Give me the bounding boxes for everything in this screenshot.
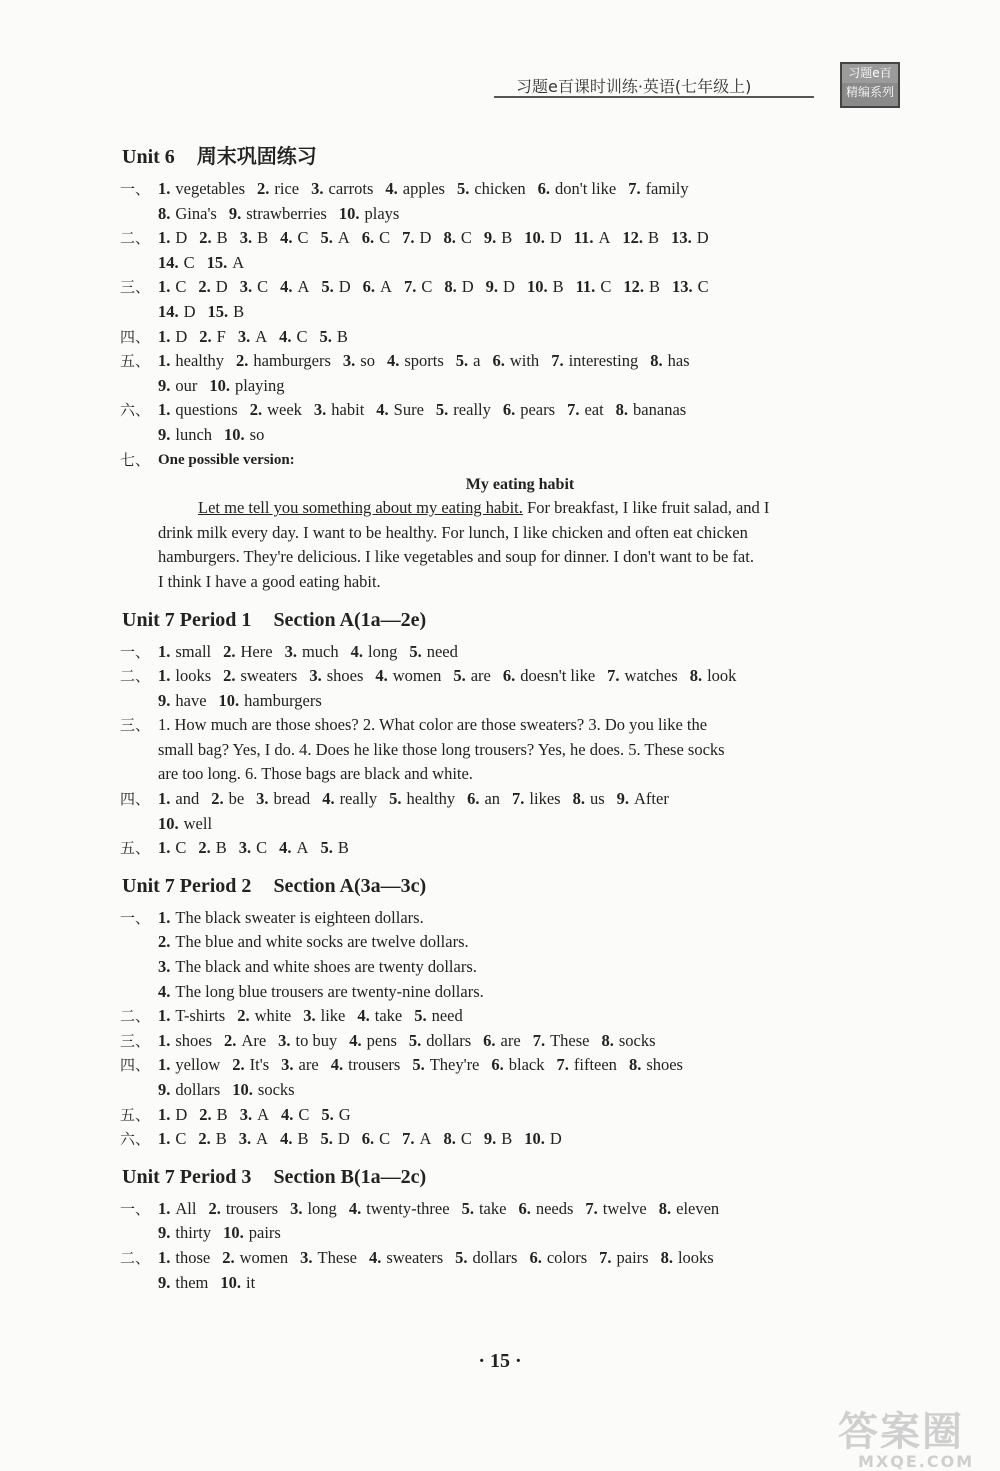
answer-item: 1. questions — [158, 400, 238, 420]
answer-item: 6. with — [492, 351, 540, 371]
unit7-period1-block: Unit 7 Period 1 Section A(1a—2e) 一、 1. small 2. Here 3. much 4. long 5. need 二、 1. looks 2. sweaters 3. shoes 4. women 5. are 6. doesn't like 7. watches 8. look 9. have 10. hamburgers 三、 1. How much are those shoes? 2. What color are those sweaters? 3. Do you like the small bag? Yes, I do. 4. Does he like those long trousers? Yes, he does. 5. These socks are too long. 6. Those bags are black and white. 四、 1. and 2. be 3. bread 4. really 5. healthy 6. an 7. likes 8. us 9. After 10. well 五、 1. C 2. B 3. C 4. A 5. B — [120, 609, 920, 861]
answer-item: 6. don't like — [537, 179, 617, 198]
answer-item: 4. long — [350, 641, 398, 661]
answer-item: 6. C — [361, 1129, 391, 1149]
answer-item: 6. an — [467, 789, 501, 809]
unit6-s5-section — [120, 349, 920, 398]
section-label: 二、 — [120, 1007, 151, 1026]
answer-row — [120, 398, 920, 423]
answer-item: 6. black — [491, 1055, 545, 1075]
answer-item: 8. eleven — [658, 1198, 720, 1218]
u7p1-s2-section — [120, 664, 920, 713]
answer-item: 4. take — [357, 1006, 403, 1026]
answer-item: 5. chicken — [456, 179, 526, 198]
answer-item: 7. C — [403, 277, 433, 297]
essay-title: My eating habit — [465, 476, 575, 494]
answer-item: 11. A — [573, 228, 611, 248]
answer-item: 12. B — [622, 228, 660, 248]
answer-item: 10. D — [524, 228, 562, 248]
answer-item: 10. it — [220, 1272, 256, 1292]
answer-item: 15. B — [207, 301, 245, 321]
answer-item: 4. sweaters — [368, 1247, 444, 1267]
answer-row — [120, 374, 920, 399]
answer-item: 7. fifteen — [556, 1055, 617, 1075]
section-label: 一、 — [120, 642, 151, 661]
answer-item: 6. are — [483, 1030, 521, 1050]
answer-item: 1. healthy — [158, 351, 224, 371]
answer-item: 8. C — [443, 1129, 472, 1149]
answer-item: 8. shoes — [628, 1055, 683, 1075]
answer-row — [120, 202, 920, 227]
section-label: 一、 — [120, 908, 151, 927]
answer-item: 2. Here — [223, 641, 273, 661]
answer-item: 3. carrots — [311, 179, 374, 198]
answer-item: 5. take — [461, 1198, 507, 1218]
answer-item: 5. really — [435, 400, 491, 420]
answer-item: 8. look — [689, 666, 737, 686]
answer-item: 11. C — [575, 277, 612, 297]
answer-item: 3. These — [300, 1247, 357, 1267]
essay-line-3: hamburgers. They're delicious. I like vegetables and soup for dinner. I don't want to be fat. — [158, 547, 754, 567]
answer-item: 2. F — [199, 326, 226, 346]
answer-item: 5. A — [320, 228, 350, 248]
answer-item: 2. B — [199, 228, 228, 248]
unit6-block — [120, 140, 920, 595]
answer-item: 1. shoes — [158, 1030, 213, 1050]
answer-item: 4. sports — [386, 351, 444, 371]
badge-bottom: 精编系列 — [845, 85, 894, 99]
answer-item: 5. healthy — [389, 789, 456, 809]
answer-item: 8. has — [650, 351, 690, 371]
watermark-logo — [838, 1409, 975, 1471]
unit7-period2-title: Unit 7 Period 2 Section A(3a—3c) — [122, 874, 427, 897]
section-label: 四、 — [120, 1056, 151, 1075]
answer-item: 9. thirty — [158, 1223, 212, 1243]
answer-item: 7. watches — [607, 666, 678, 686]
answer-item: 3. B — [239, 228, 269, 248]
section-label: 一、 — [120, 180, 151, 198]
answer-item: 13. D — [671, 228, 709, 248]
answer-row — [120, 1004, 920, 1029]
answer-item: 7. twelve — [585, 1198, 647, 1218]
answer-row — [120, 836, 920, 861]
answer-item: 7. eat — [567, 400, 604, 420]
answer-item: 4. pens — [349, 1030, 397, 1050]
answer-item: 2. B — [199, 1104, 228, 1124]
answer-row — [120, 812, 920, 837]
u7p2-s6-section — [120, 1127, 920, 1152]
answer-row — [120, 1127, 920, 1152]
answer-item: 4. twenty-three — [348, 1198, 450, 1218]
u7p2-s2-section — [120, 1004, 920, 1029]
answer-item: 9. lunch — [158, 424, 213, 444]
answer-row — [120, 1078, 920, 1103]
answer-item: 10. well — [158, 813, 213, 833]
answer-item: 5. D — [320, 1129, 350, 1149]
answer-item: 4. A — [279, 838, 309, 858]
answer-item: 2. It's — [232, 1055, 270, 1075]
answer-item: 7. These — [532, 1030, 590, 1050]
unit6-s6-section — [120, 398, 920, 447]
answer-item: 3. bread — [256, 789, 311, 809]
answer-item: 3. habit — [313, 400, 365, 420]
answer-row — [120, 1103, 920, 1128]
answer-item: 7. D — [402, 228, 432, 248]
answer-row — [120, 664, 920, 689]
answer-item: 3. A — [237, 326, 268, 346]
section-label: 六、 — [120, 401, 151, 420]
watermark-top: 答案圈 — [838, 1409, 964, 1455]
section-label: 三、 — [120, 1031, 151, 1050]
answer-row — [120, 1029, 920, 1054]
answer-item: 4. apples — [385, 179, 445, 198]
answer-item: 5. dollars — [455, 1247, 518, 1267]
u7p3-s1-section — [120, 1197, 920, 1246]
answer-item: 15. A — [206, 252, 245, 272]
answer-item: 9. our — [158, 375, 198, 395]
section-label: 三、 — [120, 278, 151, 297]
answer-item: 1. yellow — [158, 1055, 221, 1075]
answer-row — [120, 423, 920, 448]
unit6-s7: 七、 One possible version: — [120, 450, 295, 469]
answer-item: 5. need — [414, 1006, 463, 1026]
section-label: 二、 — [120, 1248, 151, 1267]
page-number: · 15 · — [478, 1350, 522, 1372]
answer-item: 10. hamburgers — [218, 690, 322, 710]
answer-item: 2. hamburgers — [235, 351, 331, 371]
answer-item: 5. need — [409, 641, 458, 661]
answer-item: 4. C — [279, 326, 308, 346]
unit7-period3-title: Unit 7 Period 3 Section B(1a—2c) — [122, 1165, 427, 1188]
section-label: 二、 — [120, 229, 151, 248]
answer-item: 4. C — [280, 228, 309, 248]
answer-content — [120, 140, 920, 1309]
answer-row — [120, 1053, 920, 1078]
section-label: 五、 — [120, 839, 151, 858]
answer-item: 3. The black and white shoes are twenty dollars. — [158, 957, 477, 977]
answer-item: 8. us — [572, 789, 605, 809]
u7p2-s1-section — [120, 906, 920, 1004]
answer-item: 3. shoes — [309, 666, 364, 686]
answer-item: 3. much — [284, 641, 339, 661]
u7p3-s2-section — [120, 1246, 920, 1295]
answer-item: 1. C — [158, 838, 187, 858]
answer-item: 5. G — [321, 1104, 351, 1124]
answer-item: 1. C — [158, 277, 187, 297]
answer-item: 4. The long blue trousers are twenty-nine dollars. — [158, 981, 484, 1001]
answer-item: 3. A — [238, 1129, 269, 1149]
answer-row — [120, 226, 920, 251]
u7p2-s4-section — [120, 1053, 920, 1102]
answer-item: 1. C — [158, 1129, 187, 1149]
unit6-s2-section — [120, 226, 920, 275]
essay-line-1: Let me tell you something about my eating habit. For breakfast, I like fruit salad, and I — [198, 498, 770, 518]
answer-item: 8. D — [444, 277, 474, 297]
answer-item: 3. are — [281, 1055, 319, 1075]
answer-item: 4. B — [280, 1129, 309, 1149]
page-header — [480, 62, 910, 112]
answer-item: 1. vegetables — [158, 179, 246, 198]
answer-row — [120, 1221, 920, 1246]
answer-item: 3. C — [238, 838, 268, 858]
answer-row — [120, 955, 920, 980]
answer-item: 10. so — [224, 424, 265, 444]
answer-item: 1. D — [158, 1104, 188, 1124]
unit6-s4-section — [120, 325, 920, 350]
answer-item: 1. those — [158, 1247, 211, 1267]
unit7-period2-block — [120, 875, 920, 1152]
answer-item: 1. T-shirts — [158, 1006, 226, 1026]
answer-item: 12. B — [623, 277, 660, 297]
section-label: 五、 — [120, 352, 151, 371]
answer-item: 5. are — [453, 666, 491, 686]
answer-item: 7. A — [402, 1129, 432, 1149]
answer-row — [120, 325, 920, 350]
answer-item: 14. D — [158, 301, 196, 321]
u7p1-s3: 三、 1. How much are those shoes? 2. What color are those sweaters? 3. Do you like the — [120, 715, 708, 735]
answer-item: 2. trousers — [208, 1198, 279, 1218]
answer-item: 2. sweaters — [223, 666, 298, 686]
answer-item: 6. C — [361, 228, 391, 248]
answer-item: 8. bananas — [615, 400, 687, 420]
answer-item: 3. like — [303, 1006, 346, 1026]
answer-item: 5. dollars — [408, 1030, 472, 1050]
essay-line-4: I think I have a good eating habit. — [158, 571, 381, 591]
answer-item: 2. The blue and white socks are twelve dollars. — [158, 932, 469, 952]
answer-row — [120, 177, 920, 202]
answer-row — [120, 275, 920, 300]
answer-item: 9. have — [158, 690, 207, 710]
answer-item: 1. D — [158, 228, 188, 248]
answer-item: 4. trousers — [330, 1055, 401, 1075]
answer-item: 6. needs — [518, 1198, 574, 1218]
series-badge — [840, 62, 900, 108]
answer-item: 1. All — [158, 1198, 197, 1218]
answer-item: 5. They're — [412, 1055, 480, 1075]
answer-item: 7. likes — [512, 789, 561, 809]
badge-top: 习题e百 — [842, 64, 898, 83]
answer-item: 9. B — [483, 228, 513, 248]
answer-item: 2. be — [211, 789, 245, 809]
u7p2-s3-section — [120, 1029, 920, 1054]
answer-item: 1. looks — [158, 666, 212, 686]
book-title: 习题e百课时训练·英语(七年级上) — [516, 77, 752, 96]
answer-item: 1. and — [158, 789, 200, 809]
section-label: 五、 — [120, 1105, 151, 1124]
essay — [120, 476, 920, 594]
answer-item: 2. Are — [224, 1030, 267, 1050]
answer-item: 2. D — [198, 277, 228, 297]
answer-row — [120, 349, 920, 374]
u7p1-s1-section — [120, 640, 920, 665]
answer-row — [120, 906, 920, 931]
answer-item: 2. white — [237, 1006, 292, 1026]
answer-row — [120, 300, 920, 325]
answer-item: 4. really — [322, 789, 378, 809]
answer-item: 5. D — [321, 277, 351, 297]
answer-item: 6. pears — [502, 400, 556, 420]
answer-item: 3. C — [239, 277, 269, 297]
answer-item: 2. week — [249, 400, 302, 420]
unit6-title: Unit 6 周末巩固练习 — [122, 146, 317, 168]
answer-row — [120, 980, 920, 1005]
answer-row — [120, 930, 920, 955]
answer-item: 5. B — [319, 326, 348, 346]
answer-item: 10. socks — [232, 1080, 295, 1099]
answer-item: 13. C — [671, 277, 709, 297]
answer-item: 8. Gina's — [158, 203, 217, 223]
watermark-bottom: MXQE.COM — [858, 1452, 975, 1471]
answer-item: 8. looks — [660, 1247, 714, 1267]
essay-line-2: drink milk every day. I want to be healthy. For lunch, I like chicken and often eat chicken — [158, 522, 748, 542]
answer-item: 9. B — [483, 1129, 513, 1149]
answer-item: 9. them — [158, 1272, 209, 1292]
answer-item: 7. interesting — [551, 351, 639, 371]
answer-item: 4. women — [375, 666, 442, 686]
section-label: 四、 — [120, 327, 151, 346]
answer-item: 3. so — [342, 351, 375, 371]
header-rule — [494, 96, 814, 98]
answer-item: 6. colors — [529, 1247, 588, 1267]
answer-item: 6. A — [362, 277, 392, 297]
answer-item: 1. D — [158, 326, 188, 346]
section-label: 四、 — [120, 790, 151, 809]
answer-item: 4. C — [280, 1104, 310, 1124]
answer-item: 3. A — [239, 1104, 269, 1124]
answer-item: 1. small — [158, 641, 212, 661]
answer-item: 3. to buy — [278, 1030, 338, 1050]
unit7-period3-block — [120, 1166, 920, 1295]
answer-item: 2. B — [198, 1129, 227, 1149]
unit7-period1-title: Unit 7 Period 1 Section A(1a—2e) — [122, 608, 427, 631]
answer-row — [120, 1197, 920, 1222]
answer-item: 8. socks — [601, 1030, 656, 1050]
u7p1-s5-section — [120, 836, 920, 861]
answer-item: 1. The black sweater is eighteen dollars. — [158, 907, 424, 927]
answer-item: 10. plays — [338, 203, 400, 223]
answer-item: 9. After — [616, 789, 669, 809]
answer-item: 5. a — [455, 351, 481, 371]
answer-item: 4. A — [280, 277, 310, 297]
answer-row — [120, 787, 920, 812]
answer-item: 5. B — [320, 838, 349, 858]
unit6-s1-section — [120, 177, 920, 226]
answer-row — [120, 1246, 920, 1271]
answer-item: 3. long — [290, 1198, 337, 1218]
answer-item: 7. family — [628, 179, 689, 198]
answer-item: 6. doesn't like — [502, 666, 596, 686]
answer-item: 10. playing — [209, 375, 285, 395]
answer-item: 9. dollars — [158, 1080, 221, 1099]
answer-item: 7. pairs — [599, 1247, 649, 1267]
answer-row — [120, 640, 920, 665]
section-label: 二、 — [120, 667, 151, 686]
answer-row — [120, 1271, 920, 1296]
answer-item: 14. C — [158, 252, 195, 272]
answer-item: 2. B — [198, 838, 227, 858]
u7p2-s5-section — [120, 1103, 920, 1128]
answer-item: 10. pairs — [223, 1223, 281, 1243]
answer-item: 2. rice — [257, 179, 300, 198]
answer-item: 2. women — [222, 1247, 289, 1267]
u7p1-s4-section — [120, 787, 920, 836]
answer-item: 9. D — [485, 277, 515, 297]
answer-row — [120, 689, 920, 714]
section-label: 六、 — [120, 1130, 151, 1149]
answer-item: 4. Sure — [376, 400, 424, 420]
unit6-s3-section — [120, 275, 920, 324]
answer-item: 9. strawberries — [228, 203, 327, 223]
answer-row — [120, 251, 920, 276]
answer-item: 10. D — [524, 1129, 562, 1149]
section-label: 一、 — [120, 1199, 151, 1218]
answer-item: 10. B — [526, 277, 564, 297]
answer-item: 8. C — [443, 228, 472, 248]
